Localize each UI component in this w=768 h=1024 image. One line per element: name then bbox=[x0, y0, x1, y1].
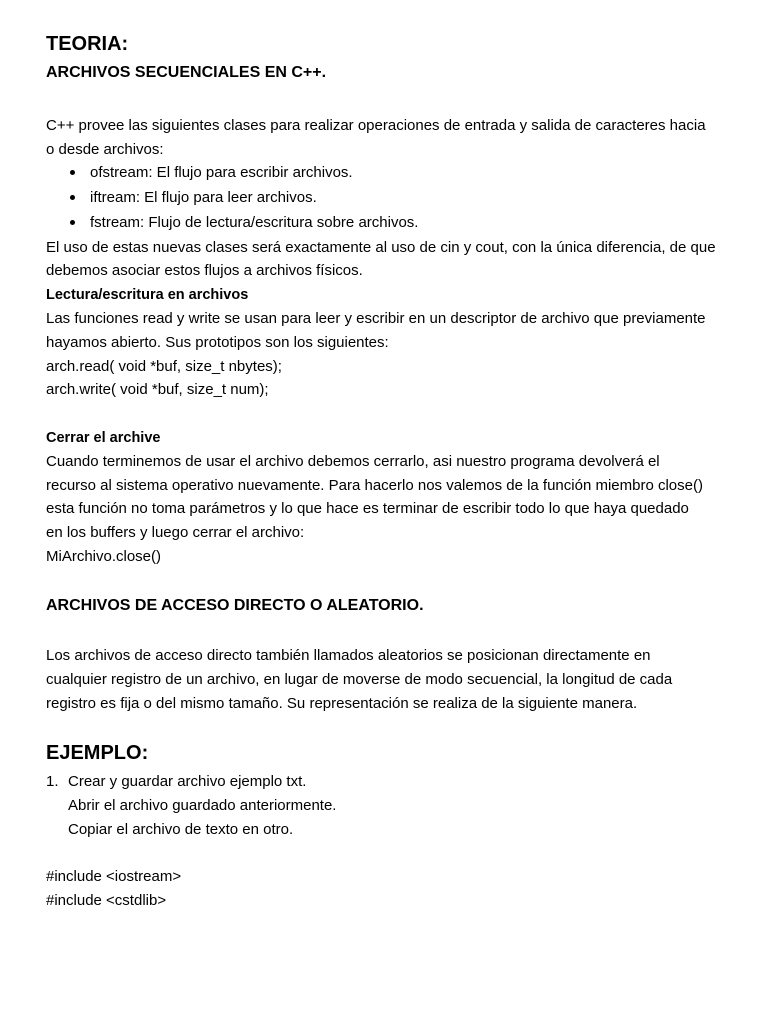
paragraph-line: recurso al sistema operativo nuevamente. Para hacerlo nos valemos de la función miembro close() bbox=[46, 477, 703, 494]
bullet-icon bbox=[70, 195, 75, 200]
section-heading-direct-access: ARCHIVOS DE ACCESO DIRECTO O ALEATORIO. bbox=[46, 597, 424, 614]
paragraph-line: debemos asociar estos flujos a archivos físicos. bbox=[46, 262, 363, 279]
code-line: arch.read( void *buf, size_t nbytes); bbox=[46, 358, 282, 375]
list-item: ofstream: El flujo para escribir archivos. bbox=[90, 164, 353, 181]
paragraph-line: registro es fija o del mismo tamaño. Su representación se realiza de la siguiente manera. bbox=[46, 695, 638, 712]
paragraph-line: cualquier registro de un archivo, en lugar de moverse de modo secuencial, la longitud de cada bbox=[46, 671, 673, 688]
code-line: #include <cstdlib> bbox=[46, 892, 167, 909]
subheading-close: Cerrar el archive bbox=[46, 430, 161, 446]
section-heading-sequential: ARCHIVOS SECUENCIALES EN C++. bbox=[46, 64, 327, 81]
paragraph-line: C++ provee las siguientes clases para realizar operaciones de entrada y salida de caracteres hacia bbox=[46, 117, 706, 134]
code-line: MiArchivo.close() bbox=[46, 548, 162, 565]
bullet-icon bbox=[70, 220, 75, 225]
paragraph-line: hayamos abierto. Sus prototipos son los siguientes: bbox=[46, 334, 389, 351]
list-number: 1. bbox=[46, 773, 59, 790]
paragraph-line: o desde archivos: bbox=[46, 141, 164, 158]
list-item: Crear y guardar archivo ejemplo txt. bbox=[68, 773, 307, 790]
paragraph-line: en los buffers y luego cerrar el archivo: bbox=[46, 524, 305, 541]
paragraph-line: Los archivos de acceso directo también llamados aleatorios se posicionan directamente en bbox=[46, 647, 651, 664]
list-item: Copiar el archivo de texto en otro. bbox=[68, 821, 294, 838]
code-line: arch.write( void *buf, size_t num); bbox=[46, 381, 269, 398]
paragraph-line: El uso de estas nuevas clases será exactamente al uso de cin y cout, con la única diferencia, de que bbox=[46, 239, 716, 256]
code-line: #include <iostream> bbox=[46, 868, 182, 885]
list-item: iftream: El flujo para leer archivos. bbox=[90, 189, 317, 206]
paragraph-line: esta función no toma parámetros y lo que hace es terminar de escribir todo lo que haya quedado bbox=[46, 500, 689, 517]
bullet-icon bbox=[70, 170, 75, 175]
section-heading-example: EJEMPLO: bbox=[46, 742, 149, 764]
paragraph-line: Las funciones read y write se usan para leer y escribir en un descriptor de archivo que previamente bbox=[46, 310, 706, 327]
page-title: TEORIA: bbox=[46, 33, 129, 55]
list-item: fstream: Flujo de lectura/escritura sobre archivos. bbox=[90, 214, 419, 231]
paragraph-line: Cuando terminemos de usar el archivo debemos cerrarlo, asi nuestro programa devolverá el bbox=[46, 453, 660, 470]
list-item: Abrir el archivo guardado anteriormente. bbox=[68, 797, 337, 814]
subheading-read-write: Lectura/escritura en archivos bbox=[46, 287, 249, 303]
